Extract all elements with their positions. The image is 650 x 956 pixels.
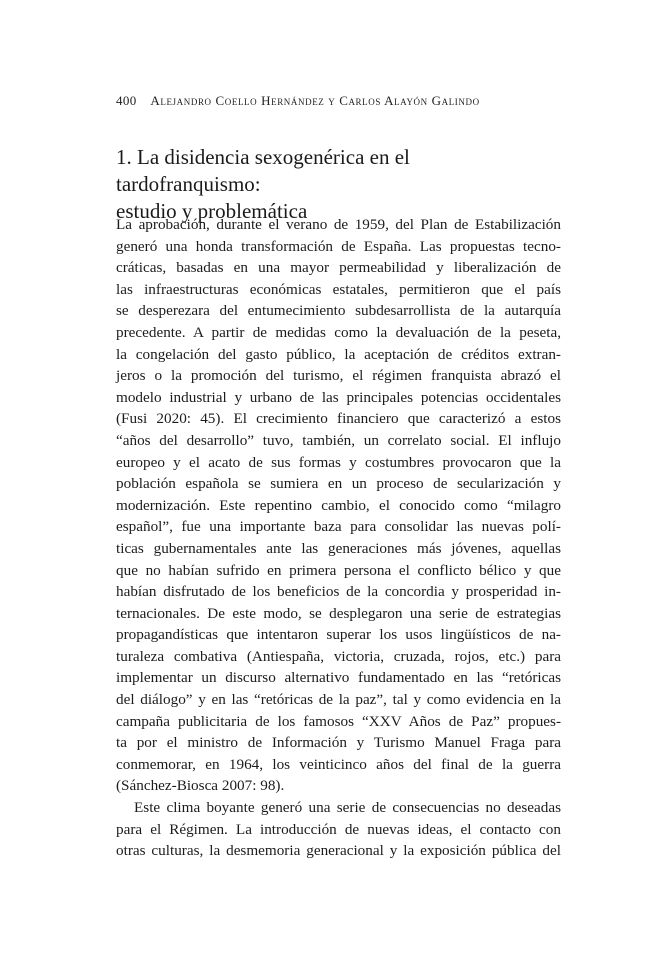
paragraph <box>116 214 561 797</box>
text-line: (Sánchez-Biosca 2007: 98). <box>116 777 285 795</box>
text-line: ticas gubernamentales ante las generaciones más jóvenes, aquellas <box>116 539 561 557</box>
text-line: implementar un discurso alternativo fundamentado en las “retóricas <box>116 669 561 687</box>
text-line: la congelación del gasto público, la aceptación de créditos extran- <box>116 345 561 363</box>
running-head-authors: Alejandro Coello Hernández y Carlos Alayón Galindo <box>150 93 480 108</box>
text-line: europeo y el acato de sus formas y costumbres provocaron que la <box>116 453 561 471</box>
text-line: cráticas, basadas en una mayor permeabilidad y liberalización de <box>116 259 561 277</box>
paragraph <box>116 797 561 862</box>
text-line: las infraestructuras económicas estatales, permitieron que el país <box>116 280 561 298</box>
text-line: (Fusi 2020: 45). El crecimiento financiero que caracterizó a estos <box>116 410 561 428</box>
text-line: “años del desarrollo” tuvo, también, un correlato social. El influjo <box>116 431 561 449</box>
text-line: del diálogo” y en las “retóricas de la paz”, tal y como evidencia en la <box>116 691 561 709</box>
text-line: ternacionales. De este modo, se desplegaron una serie de estrategias <box>116 604 561 622</box>
running-head <box>116 93 566 109</box>
text-line: generó una honda transformación de España. Las propuestas tecno- <box>116 237 561 255</box>
text-line: precedente. A partir de medidas como la devaluación de la peseta, <box>116 323 561 341</box>
body-text <box>116 214 561 862</box>
text-line: ta por el ministro de Información y Turismo Manuel Fraga para <box>116 734 561 752</box>
section-title-line: estudio y problemática <box>116 199 308 223</box>
text-line: se desperezara del entumecimiento subdesarrollista de la autarquía <box>116 302 561 320</box>
text-line: habían disfrutado de los beneficios de la concordia y prosperidad in- <box>116 583 561 601</box>
text-line: población española se sumiera en un proceso de secularización y <box>116 475 561 493</box>
text-line: propagandísticas que intentaron superar los usos lingüísticos de na- <box>116 626 561 644</box>
text-line: modernización. Este repentino cambio, el conocido como “milagro <box>116 496 561 514</box>
text-line: otras culturas, la desmemoria generacional y la exposición pública del <box>116 842 561 860</box>
text-line: para el Régimen. La introducción de nuevas ideas, el contacto con <box>116 820 561 838</box>
text-line: español”, fue una importante baza para consolidar las nuevas polí- <box>116 518 561 536</box>
text-line: campaña publicitaria de los famosos “XXV Años de Paz” propues- <box>116 712 561 730</box>
text-line: conmemorar, en 1964, los veinticinco años del final de la guerra <box>116 755 561 773</box>
text-line: modelo industrial y urbano de las principales potencias occidentales <box>116 388 561 406</box>
text-line: La aprobación, durante el verano de 1959, del Plan de Estabilización <box>116 216 561 233</box>
text-line: que no habían sufrido en primera persona el conflicto bélico y que <box>116 561 561 579</box>
text-line: Este clima boyante generó una serie de consecuencias no deseadas <box>134 799 561 817</box>
text-line: jeros o la promoción del turismo, el régimen franquista abrazó el <box>116 367 561 385</box>
section-title-line: 1. La disidencia sexogenérica en el tardofranquismo: <box>116 145 410 196</box>
text-line: turaleza combativa (Antiespaña, victoria, cruzada, rojos, etc.) para <box>116 647 561 665</box>
page-number: 400 <box>116 93 137 108</box>
section-title <box>116 144 556 225</box>
